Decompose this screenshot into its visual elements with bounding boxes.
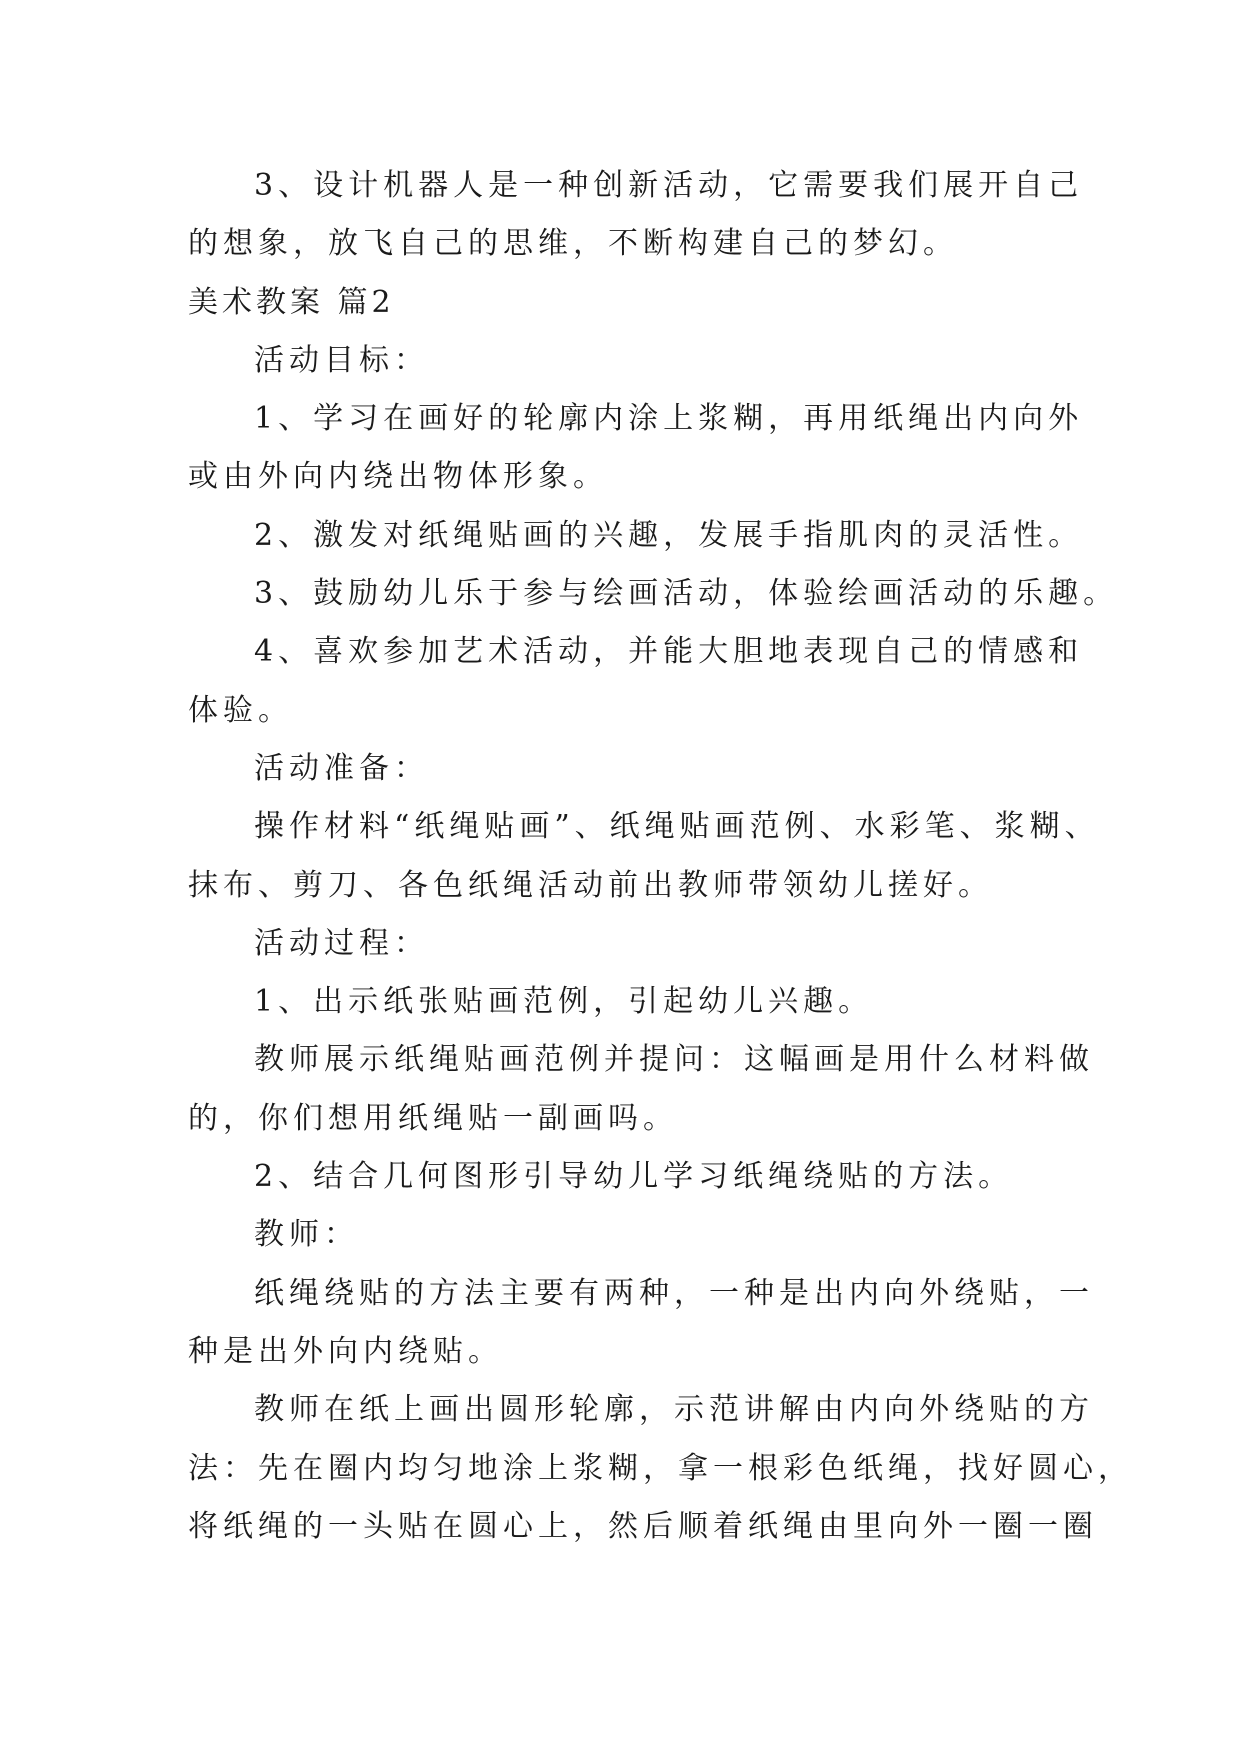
paragraph-line: 的，你们想用纸绳贴一副画吗。 [188,1100,678,1136]
paragraph-line: 体验。 [188,692,293,728]
paragraph-line: 操作材料“纸绳贴画”、纸绳贴画范例、水彩笔、浆糊、 [254,809,1100,845]
paragraph-line: 种是出外向内绕贴。 [188,1333,503,1369]
paragraph-line: 抹布、剪刀、各色纸绳活动前出教师带领幼儿搓好。 [188,867,993,903]
paragraph-line: 3、设计机器人是一种创新活动，它需要我们展开自己 [254,168,1084,203]
paragraph-line: 教师展示纸绳贴画范例并提问：这幅画是用什么材料做 [254,1042,1094,1078]
section-heading: 美术教案 篇2 [188,284,395,320]
paragraph-line: 将纸绳的一头贴在圆心上，然后顺着纸绳由里向外一圈一圈 [188,1508,1098,1544]
paragraph-line: 教师在纸上画出圆形轮廓，示范讲解由内向外绕贴的方 [254,1392,1094,1428]
paragraph-line: 2、结合几何图形引导幼儿学习纸绳绕贴的方法。 [254,1159,1014,1195]
paragraph-line: 纸绳绕贴的方法主要有两种，一种是出内向外绕贴，一 [254,1275,1094,1311]
paragraph-line: 的想象，放飞自己的思维，不断构建自己的梦幻。 [188,226,958,262]
paragraph-line: 2、激发对纸绳贴画的兴趣，发展手指肌肉的灵活性。 [254,517,1084,553]
subheading-line: 活动过程： [254,925,429,961]
paragraph-line: 4、喜欢参加艺术活动，并能大胆地表现自己的情感和 [254,634,1084,670]
paragraph-line: 1、出示纸张贴画范例，引起幼儿兴趣。 [254,984,874,1020]
subheading-line: 活动目标： [254,342,429,378]
paragraph-line: 1、学习在画好的轮廓内涂上浆糊，再用纸绳出内向外 [254,401,1084,437]
paragraph-line: 3、鼓励幼儿乐于参与绘画活动，体验绘画活动的乐趣。 [254,576,1119,612]
paragraph-line: 法：先在圈内均匀地涂上浆糊，拿一根彩色纸绳，找好圆心， [188,1450,1133,1486]
paragraph-line: 教师： [254,1217,359,1253]
paragraph-line: 或由外向内绕出物体形象。 [188,459,608,495]
subheading-line: 活动准备： [254,750,429,786]
document-body [188,157,1133,1556]
